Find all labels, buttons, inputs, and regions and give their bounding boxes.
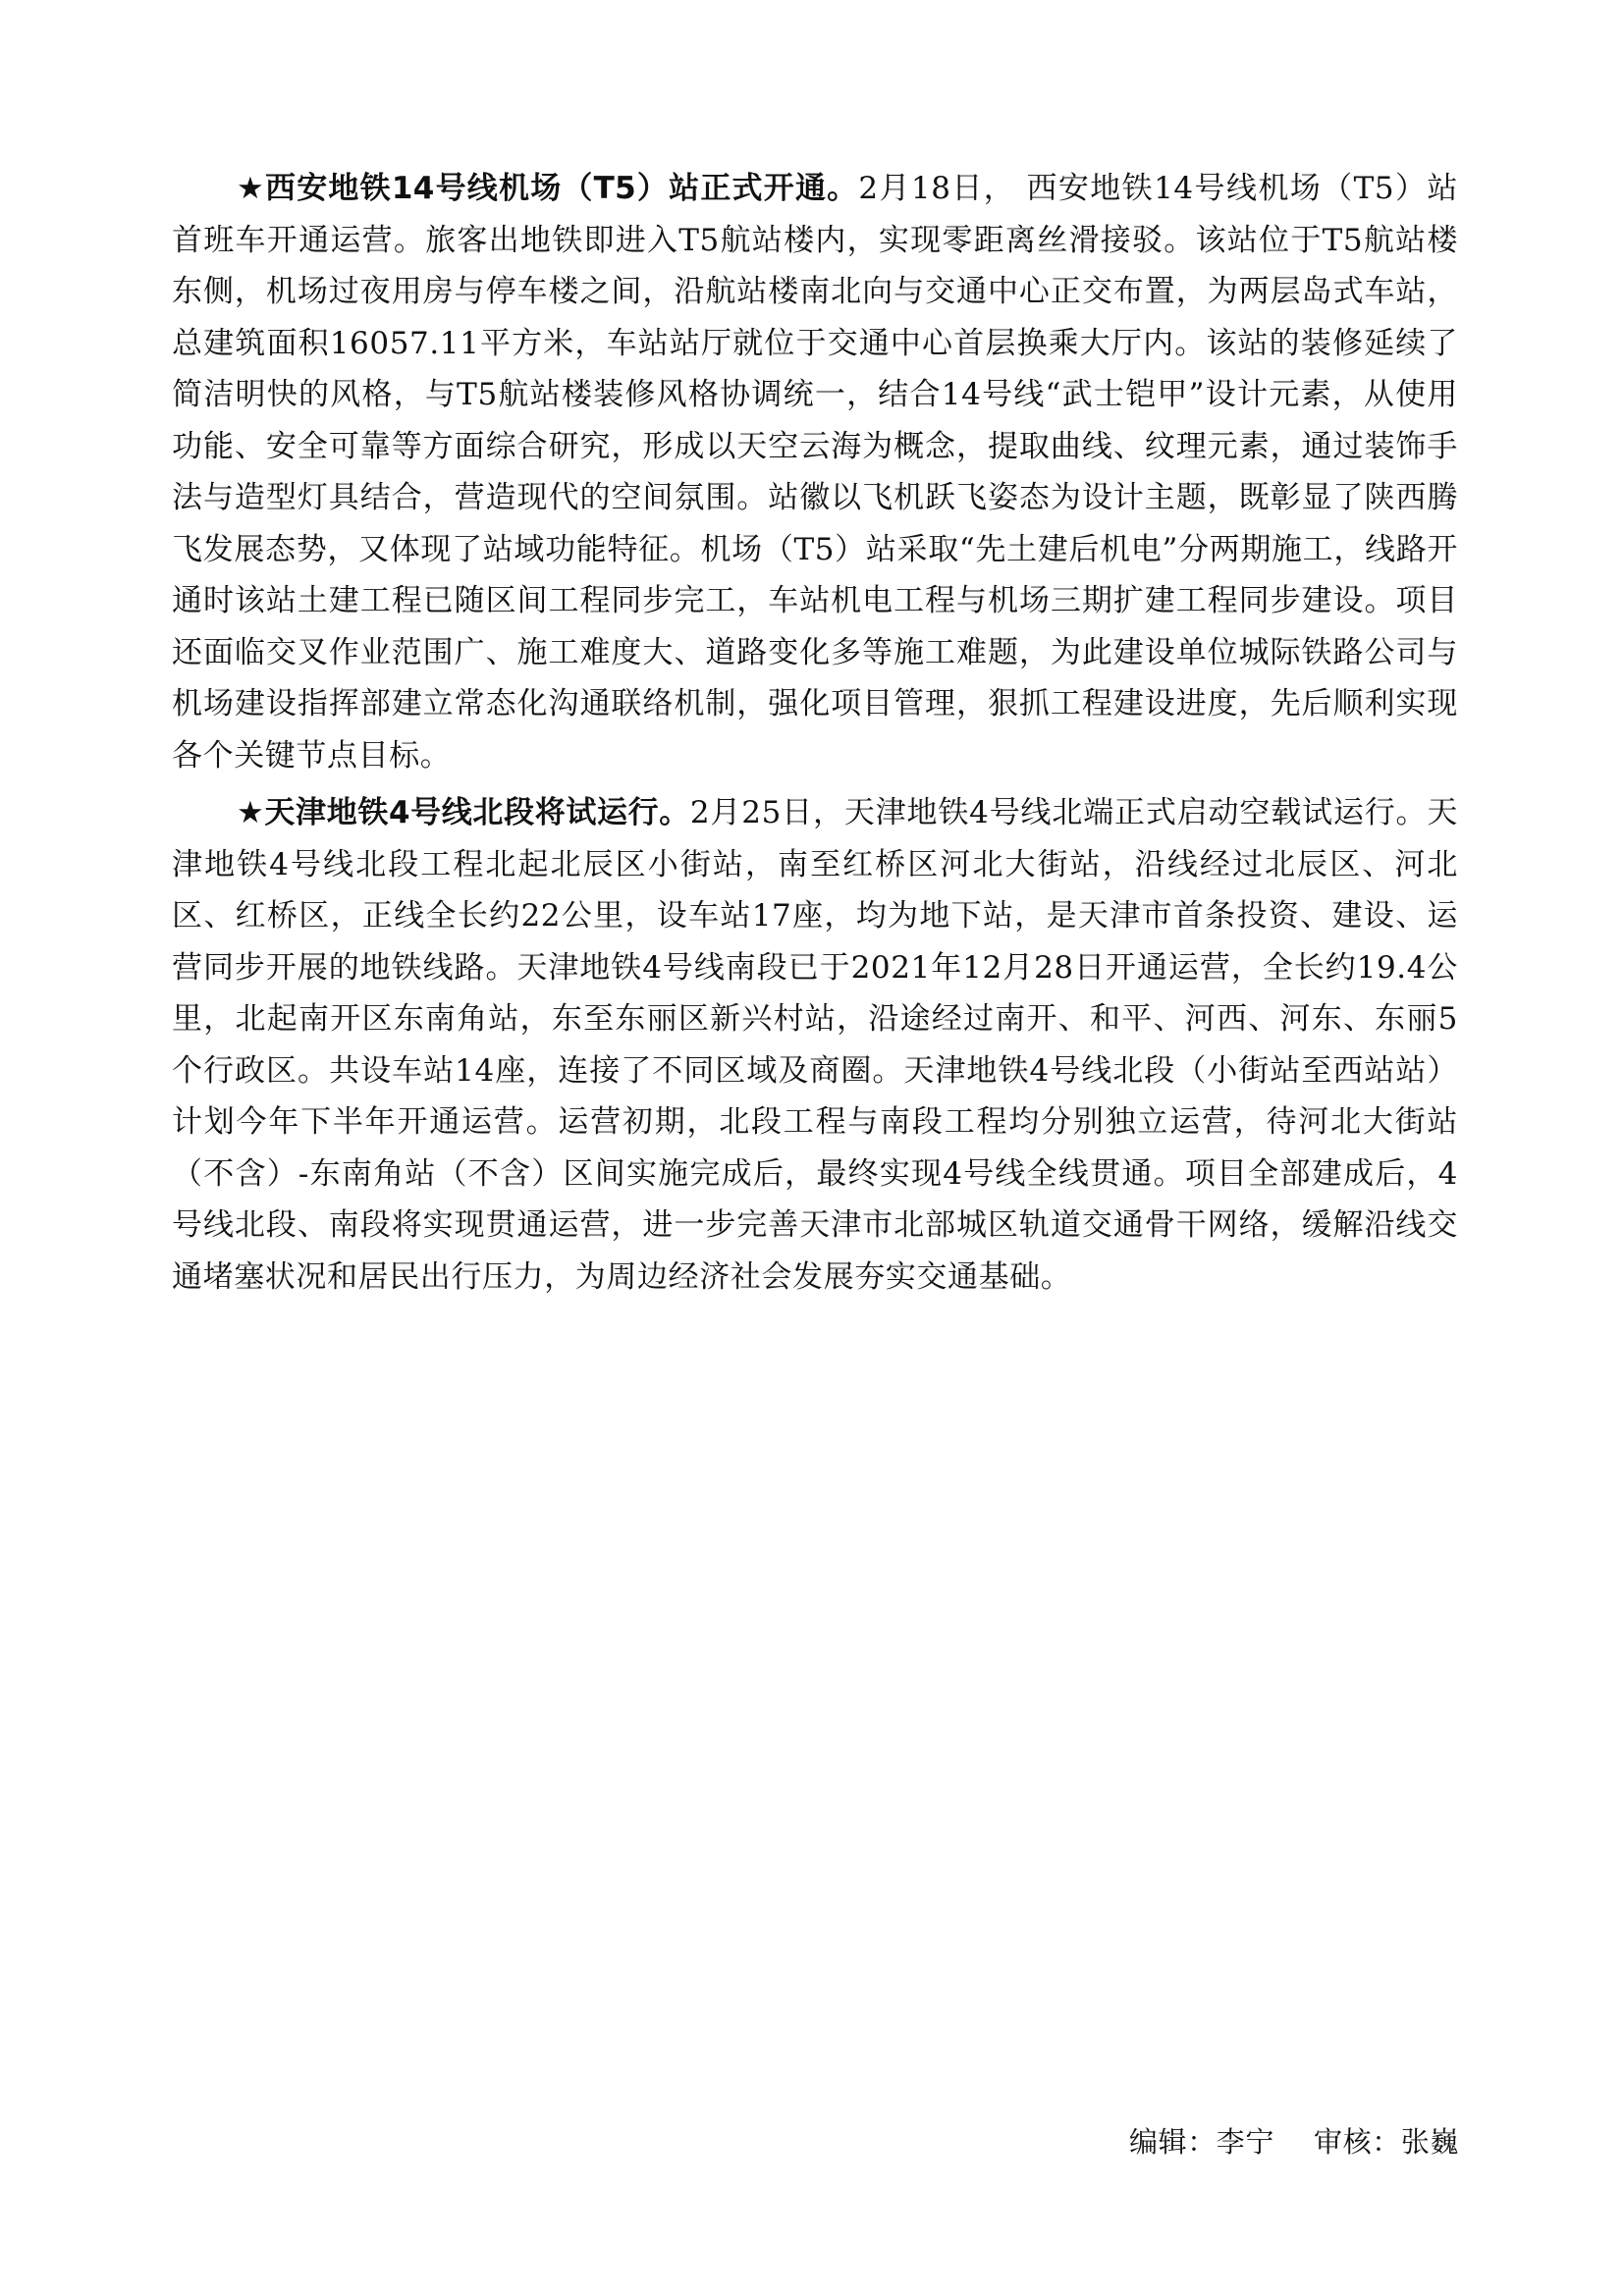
article-headline: ★西安地铁14号线机场（T5）站正式开通。 xyxy=(237,171,859,206)
editor-credit: 编辑：李宁 xyxy=(1129,2125,1275,2159)
article-tianjin-metro-line4 xyxy=(172,787,1458,1303)
reviewer-credit: 审核：张巍 xyxy=(1314,2125,1460,2159)
article-xian-metro-line14 xyxy=(172,163,1458,781)
article-list xyxy=(172,163,1458,1308)
editorial-credits xyxy=(1129,2120,1459,2161)
article-headline: ★天津地铁4号线北段将试运行。 xyxy=(237,795,690,830)
article-body: 2月25日，天津地铁4号线北端正式启动空载试运行。天津地铁4号线北段工程北起北辰区小街站，南至红桥区河北大街站，沿线经过北辰区、河北区、红桥区，正线全长约22公里，设车站17座，均为地下站，是天津市首条投资、建设、运营同步开展的地铁线路。天津地铁4号线南段已于2021年12月28日开通运营，全长约19.4公里，北起南开区东南角站，东至东丽区新兴村站，沿途经过南开、和平、河西、河东、东丽5个行政区。共设车站14座，连接了不同区域及商圈。天津地铁4号线北段（小街站至西站站）计划今年下半年开通运营。运营初期，北段工程与南段工程均分别独立运营，待河北大街站（不含）-东南角站（不含）区间实施完成后，最终实现4号线全线贯通。项目全部建成后，4号线北段、南段将实现贯通运营，进一步完善天津市北部城区轨道交通骨干网络，缓解沿线交通堵塞状况和居民出行压力，为周边经济社会发展夯实交通基础。 xyxy=(172,795,1458,1295)
article-body: 2月18日， 西安地铁14号线机场（T5）站首班车开通运营。旅客出地铁即进入T5航站楼内，实现零距离丝滑接驳。该站位于T5航站楼东侧，机场过夜用房与停车楼之间，沿航站楼南北向与交通中心正交布置，为两层岛式车站，总建筑面积16057.11平方米，车站站厅就位于交通中心首层换乘大厅内。该站的装修延续了简洁明快的风格，与T5航站楼装修风格协调统一，结合14号线“武士铠甲”设计元素，从使用功能、安全可靠等方面综合研究，形成以天空云海为概念，提取曲线、纹理元素，通过装饰手法与造型灯具结合，营造现代的空间氛围。站徽以飞机跃飞姿态为设计主题，既彰显了陕西腾飞发展态势，又体现了站域功能特征。机场（T5）站采取“先土建后机电”分两期施工，线路开通时该站土建工程已随区间工程同步完工，车站机电工程与机场三期扩建工程同步建设。项目还面临交叉作业范围广、施工难度大、道路变化多等施工难题，为此建设单位城际铁路公司与机场建设指挥部建立常态化沟通联络机制，强化项目管理，狠抓工程建设进度，先后顺利实现各个关键节点目标。 xyxy=(172,171,1458,774)
